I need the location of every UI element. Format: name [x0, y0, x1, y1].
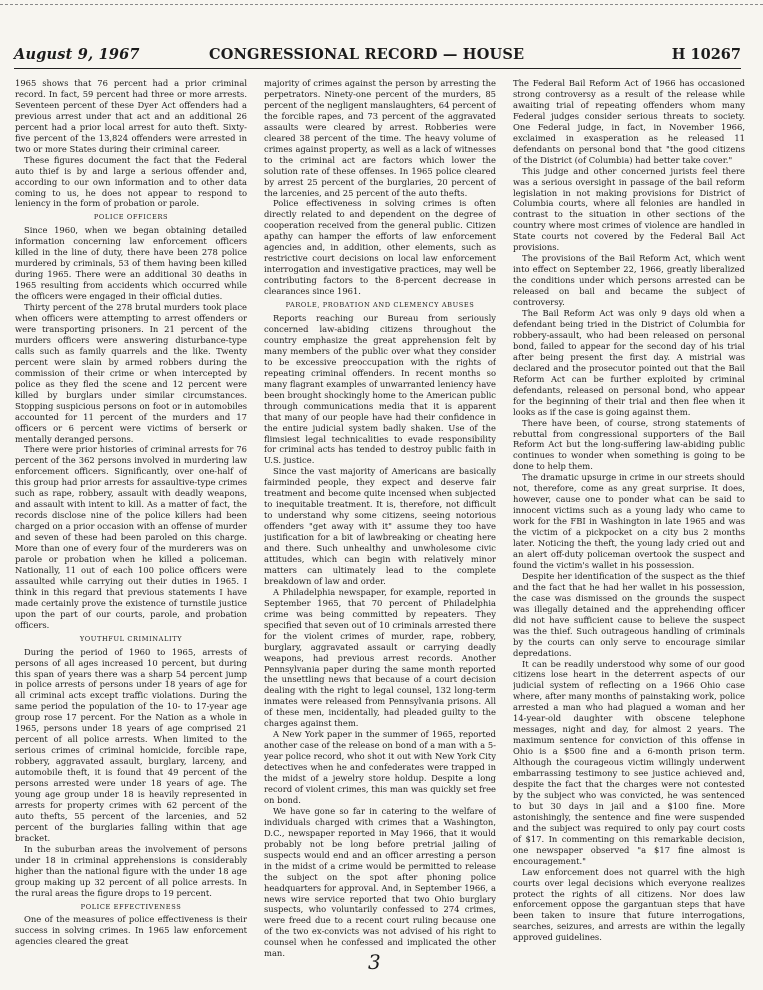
- header-page-number: H 10267: [671, 46, 741, 63]
- page-header: [14, 46, 741, 80]
- paragraph: Law enforcement does not quarrel with the high courts over legal decisions which everyone realizes protect the rights of all citizens. Nor does law enforcement oppose the gargantuan steps that have been taken to insure that future interrogations, searches, seizures, and arrests are within the legally approved guidelines.: [513, 866, 745, 943]
- text-column-2: [264, 78, 496, 968]
- section-heading: POLICE EFFECTIVENESS: [80, 902, 182, 911]
- top-edge-rule: [0, 4, 763, 5]
- paragraph: We have gone so far in catering to the welfare of individuals charged with crimes that a Washington, D.C., newspaper reported in May 1966, that it would probably not be long before pretrial jailing of suspects would end and an officer arresting a person in the midst of a crime would be permitted to release the subject on the spot after phoning police headquarters for approval. And, in September 1966, a news wire service reported that two Ohio burglary suspects, who voluntarily confessed to 274 crimes, were freed due to a recent court ruling because one of the two ex-convicts was not advised of his right to counsel when he confessed and implicated the other man.: [264, 805, 496, 959]
- paragraph: 1965 shows that 76 percent had a prior criminal record. In fact, 59 percent had three or more arrests. Seventeen percent of these Dyer Act offenders had a previous arrest under that act and an additional 26 percent had a prior local arrest for auto theft. Sixty-five percent of the 13,824 offenders were arrested in two or more States during their criminal career.: [15, 78, 247, 154]
- paragraph: In the suburban areas the involvement of persons under 18 in criminal apprehensions is considerably higher than the national figure with the under 18 age group making up 32 percent of all police arrests. In the rural areas the figure drops to 19 percent.: [15, 843, 247, 898]
- paragraph: During the period of 1960 to 1965, arrests of persons of all ages increased 10 percent, but during this span of years there was a sharp 54 percent jump in police arrests of persons under 18 years of age for all criminal acts except traffic violations. During the same period the population of the 10- to 17-year age group rose 17 percent. For the Nation as a whole in 1965, persons under 18 years of age comprised 21 percent of all police arrests. When limited to the serious crimes of criminal homicide, forcible rape, robbery, aggravated assault, burglary, larceny, and automobile theft, it is found that 49 percent of the persons arrested were under 18 years of age. The young age group under 18 is heavily represented in arrests for property crimes with 62 percent of the auto thefts, 55 percent of the larcenies, and 52 percent of the burglaries falling within that age bracket.: [15, 646, 247, 843]
- paragraph: Thirty percent of the 278 brutal murders took place when officers were attempting to arrest offenders or were transporting prisoners. In 21 percent of the murders officers were answering disturbance-type calls such as family quarrels and the like. Twenty percent were slain by armed robbers during the commission of their crime or when intercepted by police as they fled the scene and 12 percent were killed by burglars under similar circumstances. Stopping suspicious persons on foot or in automobiles accounted for 11 percent of the murders and 17 officers or 6 percent were victims of berserk or mentally deranged persons.: [15, 302, 247, 444]
- paragraph: One of the measures of police effectiveness is their success in solving crimes. In 1965 law enforcement agencies cleared the great: [15, 914, 247, 947]
- handwritten-folio-mark: 3: [368, 950, 381, 974]
- paragraph: A Philadelphia newspaper, for example, reported in September 1965, that 70 percent of Philadelphia crime was being committed by repeaters. They specified that seven out of 10 criminals arrested there for the violent crimes of murder, rape, robbery, burglary, aggravated assault or carrying deadly weapons, had previous arrest records. Another Pennsylvania paper during the same month reported the unsettling news that because of a court decision dealing with the right to legal counsel, 132 long-term inmates were released from Pennsylvania prisons. All of these men, incidentally, had pleaded guilty to the charges against them.: [264, 586, 496, 729]
- paragraph: Despite her identification of the suspect as the thief and the fact that he had her wallet in his possession, the case was dismissed on the grounds the suspect was illegally detained and the apprehending officer did not have sufficient cause to believe the suspect was the thief. Such outrageous handling of criminals by the courts can only serve to encourage similar depredations.: [513, 570, 745, 658]
- paragraph: majority of crimes against the person by arresting the perpetrators. Ninety-one percent of the murders, 85 percent of the negligent manslaughters, 64 percent of the forcible rapes, and 73 percent of the aggravated assaults were cleared by arrest. Robberies were cleared 38 percent of the time. The heavy volume of crimes against property, as well as a lack of witnesses to the criminal act are factors which lower the solution rate of these offenses. In 1965 police cleared by arrest 25 percent of the burglaries, 20 percent of the larcenies, and 25 percent of the auto thefts.: [264, 78, 496, 198]
- section-heading: YOUTHFUL CRIMINALITY: [79, 634, 183, 643]
- section-heading: PAROLE, PROBATION AND CLEMENCY ABUSES: [285, 301, 475, 310]
- paragraph: There have been, of course, strong statements of rebuttal from congressional supporters of the Bail Reform Act but the long-suffering law-abiding public continues to wonder when something is going to be done to help them.: [513, 417, 745, 472]
- paragraph: It can be readily understood why some of our good citizens lose heart in the deterrent aspects of our judicial system of reflecting on a 1966 Ohio case where, after many months of painstaking work, police arrested a man who had plagued a woman and her 14-year-old daughter with obscene telephone messages, night and day, for almost 2 years. The maximum sentence for conviction of this offense in Ohio is a $500 fine and a 6-month prison term. Although the courageous victim willingly underwent embarrassing testimony to see justice achieved and, despite the fact that the charges were not contested by the subject who was convicted, he was sentenced to but 30 days in jail and a $100 fine. More astonishingly, the sentence and fine were suspended and the subject was required to only pay court costs of $17. In commenting on this remarkable decision, one newspaper observed "a $17 fine almost is encouragement.": [513, 658, 745, 866]
- header-rule: [14, 68, 741, 69]
- paragraph: The dramatic upsurge in crime in our streets should not, therefore, come as any great surprise. It does, however, cause one to ponder what can be said to innocent victims such as a young lady who came to work for the FBI in Washington in late 1965 and was the victim of a pickpocket on a city bus 2 months later. Noticing the theft, the young lady cried out and an alert off-duty policeman overtook the suspect and found the victim's wallet in his possession.: [513, 472, 745, 570]
- paragraph: Reports reaching our Bureau from seriously concerned law-abiding citizens throughout the country emphasize the great apprehension felt by many members of the public over what they consider to be excessive preoccupation with the rights of repeating criminal offenders. In recent months so many flagrant examples of unwarranted leniency have been brought shockingly home to the American public through communications media that it is apparent that many of our people have had their confidence in the entire judicial system badly shaken. Use of the flimsiest legal technicalities to evade responsibility for criminal acts has tended to destroy public faith in U.S. justice.: [264, 313, 496, 466]
- paragraph: There were prior histories of criminal arrests for 76 percent of the 362 persons involved in murdering law enforcement officers. Significantly, over one-half of this group had prior arrests for assaultive-type crimes such as rape, robbery, assault with deadly weapons, and assault with intent to kill. As a matter of fact, the records disclose nine of the police killers had been charged on a prior occasion with an offense of murder and seven of these had been paroled on this charge. More than one of every four of the murderers was on parole or probation when he killed a policeman. Nationally, 11 out of each 100 police officers were assaulted while carrying out their duties in 1965. I think in this regard that previous statements I have made certainly prove the existence of turnstile justice upon the part of our courts, parole, and probation officers.: [15, 444, 247, 630]
- paragraph: Since 1960, when we began obtaining detailed information concerning law enforcement officers killed in the line of duty, there have been 278 police murdered by criminals, 53 of them having been killed during 1965. There were an additional 30 deaths in 1965 resulting from accidents which occurred while the officers were engaged in their official duties.: [15, 225, 247, 302]
- text-column-3: [513, 78, 745, 968]
- paragraph: The Bail Reform Act was only 9 days old when a defendant being tried in the District of Columbia for robbery-assault, who had been released on personal bond, failed to appear for the second day of his trial after being present the first day. A mistrial was declared and the prosecutor pointed out that the Bail Reform Act can be further exploited by criminal defendants, released on personal bond, who appear for the beginning of their trial and then flee when it looks as if the case is going against them.: [513, 308, 745, 417]
- paragraph: These figures document the fact that the Federal auto thief is by and large a serious offender and, according to our own information and to other data coming to us, he does not appear to respond to leniency in the form of probation or parole.: [15, 154, 247, 209]
- text-column-1: [15, 78, 247, 968]
- header-date: August 9, 1967: [14, 46, 140, 63]
- paragraph: This judge and other concerned jurists feel there was a serious oversight in passage of the bail reform legislation in not making provisions for District of Columbia courts, where all felonies are handled in contrast to the situation in other sections of the country where most crimes of violence are handled in State courts not covered by the Federal Bail Act provisions.: [513, 165, 745, 253]
- paragraph: Police effectiveness in solving crimes is often directly related to and dependent on the degree of cooperation received from the general public. Citizen apathy can hamper the efforts of law enforcement agencies and, in addition, other elements, such as restrictive court decisions on local law enforcement interrogation and investigative practices, may well be contributing factors to the 8-percent decrease in clearances since 1961.: [264, 198, 496, 297]
- paragraph: The Federal Bail Reform Act of 1966 has occasioned strong controversy as a result of the release while awaiting trial of repeating offenders whom many Federal judges consider serious threats to society. One Federal judge, in fact, in November 1966, exclaimed in exasperation as he released 11 defendants on personal bond that "the good citizens of the District (of Columbia) had better take cover.": [513, 78, 745, 165]
- paragraph: Since the vast majority of Americans are basically fairminded people, they expect and deserve fair treatment and become quite incensed when subjected to inequitable treatment. It is, therefore, not difficult to understand why some citizens, seeing notorious offenders "get away with it" assume they too have justification for a bit of lawbreaking or cheating here and there. Such unhealthy and unwholesome civic attitudes, which can begin with relatively minor matters can ultimately lead to the complete breakdown of law and order.: [264, 466, 496, 586]
- paragraph: The provisions of the Bail Reform Act, which went into effect on September 22, 1966, greatly liberalized the conditions under which persons arrested can be released on bail and became the subject of controversy.: [513, 253, 745, 308]
- header-title: CONGRESSIONAL RECORD — HOUSE: [209, 46, 525, 63]
- section-heading: POLICE OFFICERS: [93, 213, 169, 222]
- paragraph: A New York paper in the summer of 1965, reported another case of the release on bond of a man with a 5-year police record, who shot it out with New York City detectives when he and confederates were trapped in the midst of a jewelry store holdup. Despite a long record of violent crimes, this man was quickly set free on bond.: [264, 729, 496, 805]
